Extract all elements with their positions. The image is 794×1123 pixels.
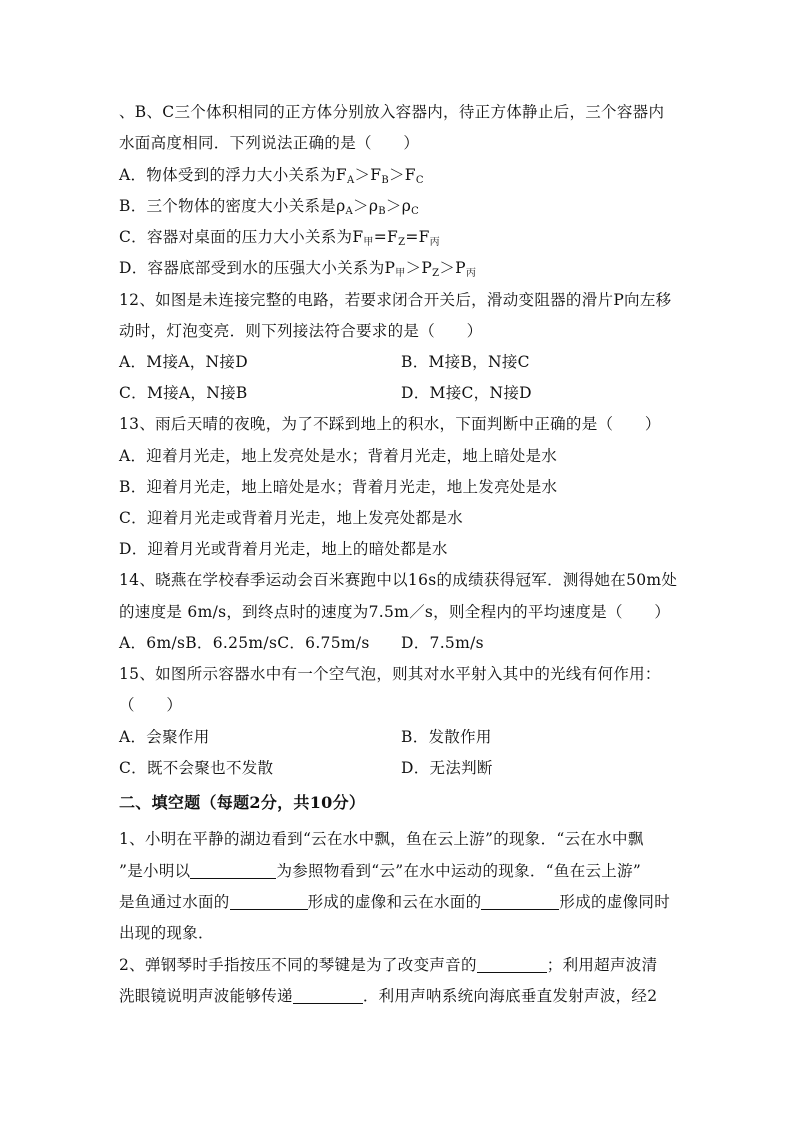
q13-option-a: A．迎着月光走，地上发亮处是水；背着月光走，地上暗处是水 xyxy=(119,447,558,465)
q13-option-b: B．迎着月光走，地上暗处是水；背着月光走，地上发亮处是水 xyxy=(119,478,558,496)
fill1-blank-3[interactable] xyxy=(481,893,559,910)
fill1-line2: ”是小明以 为参照物看到“云”在水中运动的现象．“鱼在云上游” xyxy=(119,862,642,880)
q12-option-b: B．M接B，N接C xyxy=(401,353,530,371)
q14-line1: 14、晓燕在学校春季运动会百米赛跑中以16s的成绩获得冠军．测得她在50m处 xyxy=(119,571,678,589)
q11-line2: 水面高度相同．下列说法正确的是（ ） xyxy=(119,134,420,152)
q11-option-d: D．容器底部受到水的压强大小关系为$P_甲>P_Z>P_丙$ xyxy=(119,259,477,279)
q13-option-c: C．迎着月光走或背着月光走，地上发亮处都是水 xyxy=(119,509,463,527)
fill1-blank-2[interactable] xyxy=(230,893,308,910)
fill2-line1: 2、弹钢琴时手指按压不同的琴键是为了改变声音的 ；利用超声波清 xyxy=(119,956,658,974)
q12-line2: 动时，灯泡变亮．则下列接法符合要求的是（ ） xyxy=(119,322,483,340)
q14-line2: 的速度是 6m/s，到终点时的速度为7.5m／s，则全程内的平均速度是（ ） xyxy=(119,603,671,621)
q11-option-c: C．容器对桌面的压力大小关系为$F_甲=F_Z=F_丙$ xyxy=(119,228,440,248)
q15-option-b: B．发散作用 xyxy=(401,728,492,746)
q14-option-d: D．7.5m/s xyxy=(401,634,484,652)
q11-option-a: A．物体受到的浮力大小关系为$F_A>F_B>F_C$ xyxy=(119,166,424,186)
fill1-line3: 是鱼通过水面的 形成的虚像和云在水面的 形成的虚像同时 xyxy=(119,893,671,911)
q12-line1: 12、如图是未连接完整的电路，若要求闭合开关后，滑动变阻器的滑片P向左移 xyxy=(119,291,672,309)
q15-option-d: D．无法判断 xyxy=(401,759,493,777)
fill1-blank-1[interactable] xyxy=(190,862,276,879)
q14-options-abc: A．6m/sB．6.25m/sC．6.75m/s xyxy=(119,634,370,652)
q12-option-d: D．M接C，N接D xyxy=(401,384,532,402)
fill2-blank-1[interactable] xyxy=(477,956,547,973)
q12-option-c: C．M接A，N接B xyxy=(119,384,248,402)
q15-option-c: C．既不会聚也不发散 xyxy=(119,759,274,777)
q15-line2: （ ） xyxy=(119,696,183,714)
fill1-line4: 出现的现象． xyxy=(119,924,214,942)
q13-option-d: D．迎着月光或背着月光走，地上的暗处都是水 xyxy=(119,540,448,558)
q11-line1: 、B、C三个体积相同的正方体分别放入容器内，待正方体静止后，三个容器内 xyxy=(119,103,665,121)
q15-line1: 15、如图所示容器水中有一个空气泡，则其对水平射入其中的光线有何作用： xyxy=(119,665,661,683)
q11-option-b: B．三个物体的密度大小关系是$\rho_A>\rho_B>\rho_C$ xyxy=(119,197,420,217)
q15-option-a: A．会聚作用 xyxy=(119,728,210,746)
q13-line1: 13、雨后天晴的夜晚，为了不踩到地上的积水，下面判断中正确的是（ ） xyxy=(119,415,661,433)
section-heading-fill-blank: 二、填空题（每题2分，共10分） xyxy=(119,793,366,812)
fill1-line1: 1、小明在平静的湖边看到“云在水中飘，鱼在云上游”的现象．“云在水中飘 xyxy=(119,830,644,848)
fill2-blank-2[interactable] xyxy=(293,987,363,1004)
fill2-line2: 洗眼镜说明声波能够传递 ．利用声呐系统向海底垂直发射声波，经2 xyxy=(119,987,658,1005)
q12-option-a: A．M接A，N接D xyxy=(119,353,248,371)
